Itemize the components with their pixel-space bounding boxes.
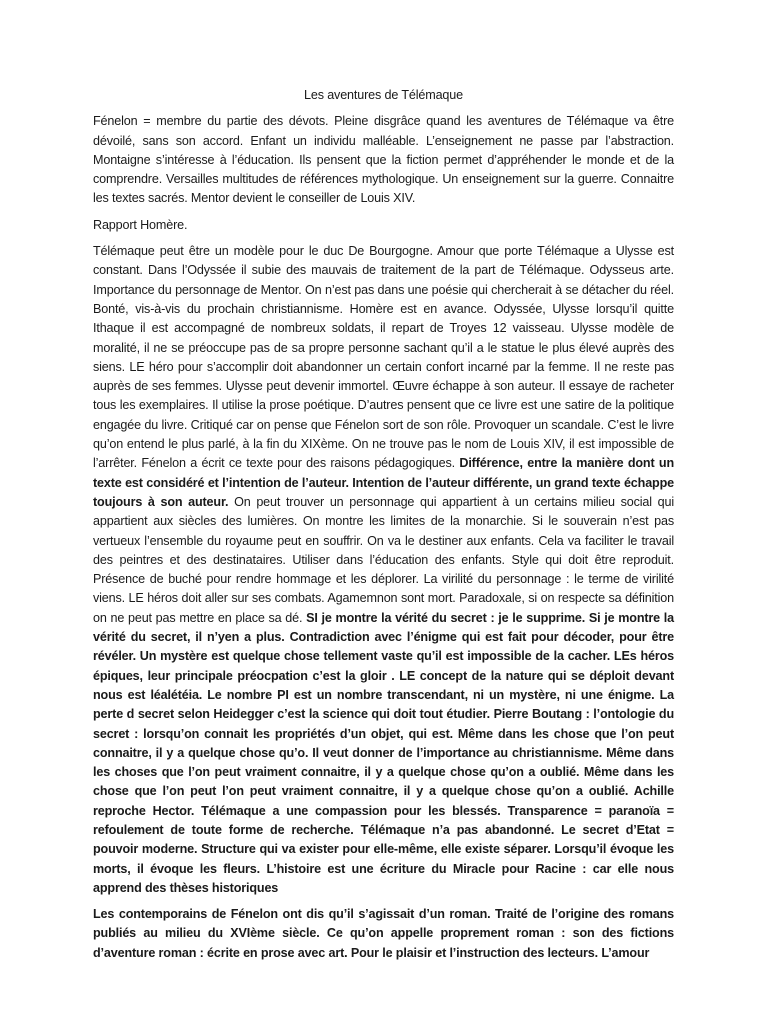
paragraph-intro: Fénelon = membre du partie des dévots. Pleine disgrâce quand les aventures de Télémaque va être dévoilé, sans son accord. Enfant un individu malléable. L’enseignement ne passe par l’abstraction. Montaigne s’intéresse à l’éducation. Ils pensent que la fiction permet d’appréhender le monde et de la comprendre. Versailles multitudes de références mythologique. Un enseignement sur la guerre. Connaitre les textes sacrés. Mentor devient le conseiller de Louis XIV. bbox=[93, 114, 674, 206]
paragraph-main-text-2: On peut trouver un personnage qui appartient à un certains milieu social qui appartient aux siècles des lumières. On montre les limites de la monarchie. Si le souverain n’est pas vertueux l’ensemble du royaume peut en souffrir. On va le destiner aux enfants. Cela va faciliter le travail des peintres et des destinataires. Utiliser dans l’éducation des enfants. Style qui doit être reproduit. Présence de buché pour rendre hommage et les déplorer. La virilité du personnage : le terme de virilité viens. LE héros doit aller sur ses combats. Agamemnon sont mort. Paradoxale, si on respecte sa définition on ne peut pas mettre en place sa dé. bbox=[93, 494, 675, 625]
paragraph-main-bold-1: Différence, entre la manière dont un texte est considéré et l’intention de l’auteur. Intention de l’auteur différente, un grand texte échappe toujours à son auteur. bbox=[93, 456, 674, 509]
document-page bbox=[93, 86, 674, 970]
paragraph-main-text-1: Télémaque peut être un modèle pour le duc De Bourgogne. Amour que porte Télémaque a Ulysse est constant. Dans l’Odyssée il subie des mauvais de traitement de la part de Télémaque. Odysseus arte. Importance du personnage de Mentor. On n’est pas dans une poésie qui chercherait à se détacher du réel. Bonté, vis-à-vis du prochain christiannisme. Homère est en avance. Odyssée, Ulysse lorsqu’il quitte Ithaque il est accompagné de nombreux soldats, il repart de Troyes 12 vaisseau. Ulysse modèle de moralité, il ne se préoccupe pas de sa propre personne sachant qu’il a le statue le plus élevé auprès des siens. LE héro pour s’accomplir doit abandonner un certain confort incarné par la femme. Il ne reste pas auprès de ses femmes. Ulysse peut devenir immortel. Œuvre échappe à son auteur. Il essaye de racheter tous les exemplaires. Il utilise la prose poétique. D’autres pensent que ce livre est une satire de la politique engagée du livre. Critiqué car on pense que Fénelon sort de son rôle. Provoquer un scandale. C’est le livre qu’on entend le plus parlé, à la fin du XIXème. On ne trouve pas le nom de Louis XIV, il est impossible de l’arrêter. Fénelon a écrit ce texte pour des raisons pédagogiques. bbox=[93, 244, 674, 471]
paragraph-main bbox=[93, 242, 674, 898]
document-title: Les aventures de Télémaque bbox=[304, 88, 463, 102]
paragraph-rapport-homere: Rapport Homère. bbox=[93, 217, 188, 232]
paragraph-contemporains bbox=[93, 905, 674, 963]
paragraph-main-bold-2: SI je montre la vérité du secret : je le supprime. Si je montre la vérité du secret, il n’yen a plus. Contradiction avec l’énigme qui est fait pour décoder, pour être révéler. Un mystère est quelque chose tellement vaste qu’il est impossible de la cacher. LEs héros épiques, leur principale préocpation c’est la gloir . LE concept de la nature qui se déploit devant nous est léalétéia. Le nombre PI est un nombre transcendant, ni un mystère, ni une énigme. La perte d secret selon Heidegger c’est la science qui doit tout étudier. Pierre Boutang : l’ontologie du secret : lorsqu’on connait les propriétés d’un objet, qui est. Même dans les chose que l’on peut connaitre, il y a quelque chose qu’o. Il veut donner de l’importance au christiannisme. Même dans les choses que l’on peut vraiment connaitre, il y a quelque chose qu’on a oublié. Même dans les chose que l’on peut l’on peut vraiment connaitre, il y a quelque chose qu’on a oublié. Achille reproche Hector. Télémaque a une compassion pour les blessés. Transparence = paranoïa = refoulement de toute forme de recherche. Télémaque n’a pas abandonné. Le secret d’Etat = pouvoir moderne. Structure qui va exister pour elle-même, elle existe séparer. Lorsqu’il évoque les morts, il évoque les fleurs. L’histoire est une écriture du Miracle pour Racine : car elle nous apprend des thèses historiques bbox=[93, 610, 675, 895]
paragraph-contemporains-bold: Les contemporains de Fénelon ont dis qu’il s’agissait d’un roman. Traité de l’origine des romans publiés au milieu du XVIème siècle. Ce qu’on appelle proprement roman : son des fictions d’aventure roman : écrite en prose avec art. Pour le plaisir et l’instruction des lecteurs. L’amour bbox=[93, 907, 674, 960]
